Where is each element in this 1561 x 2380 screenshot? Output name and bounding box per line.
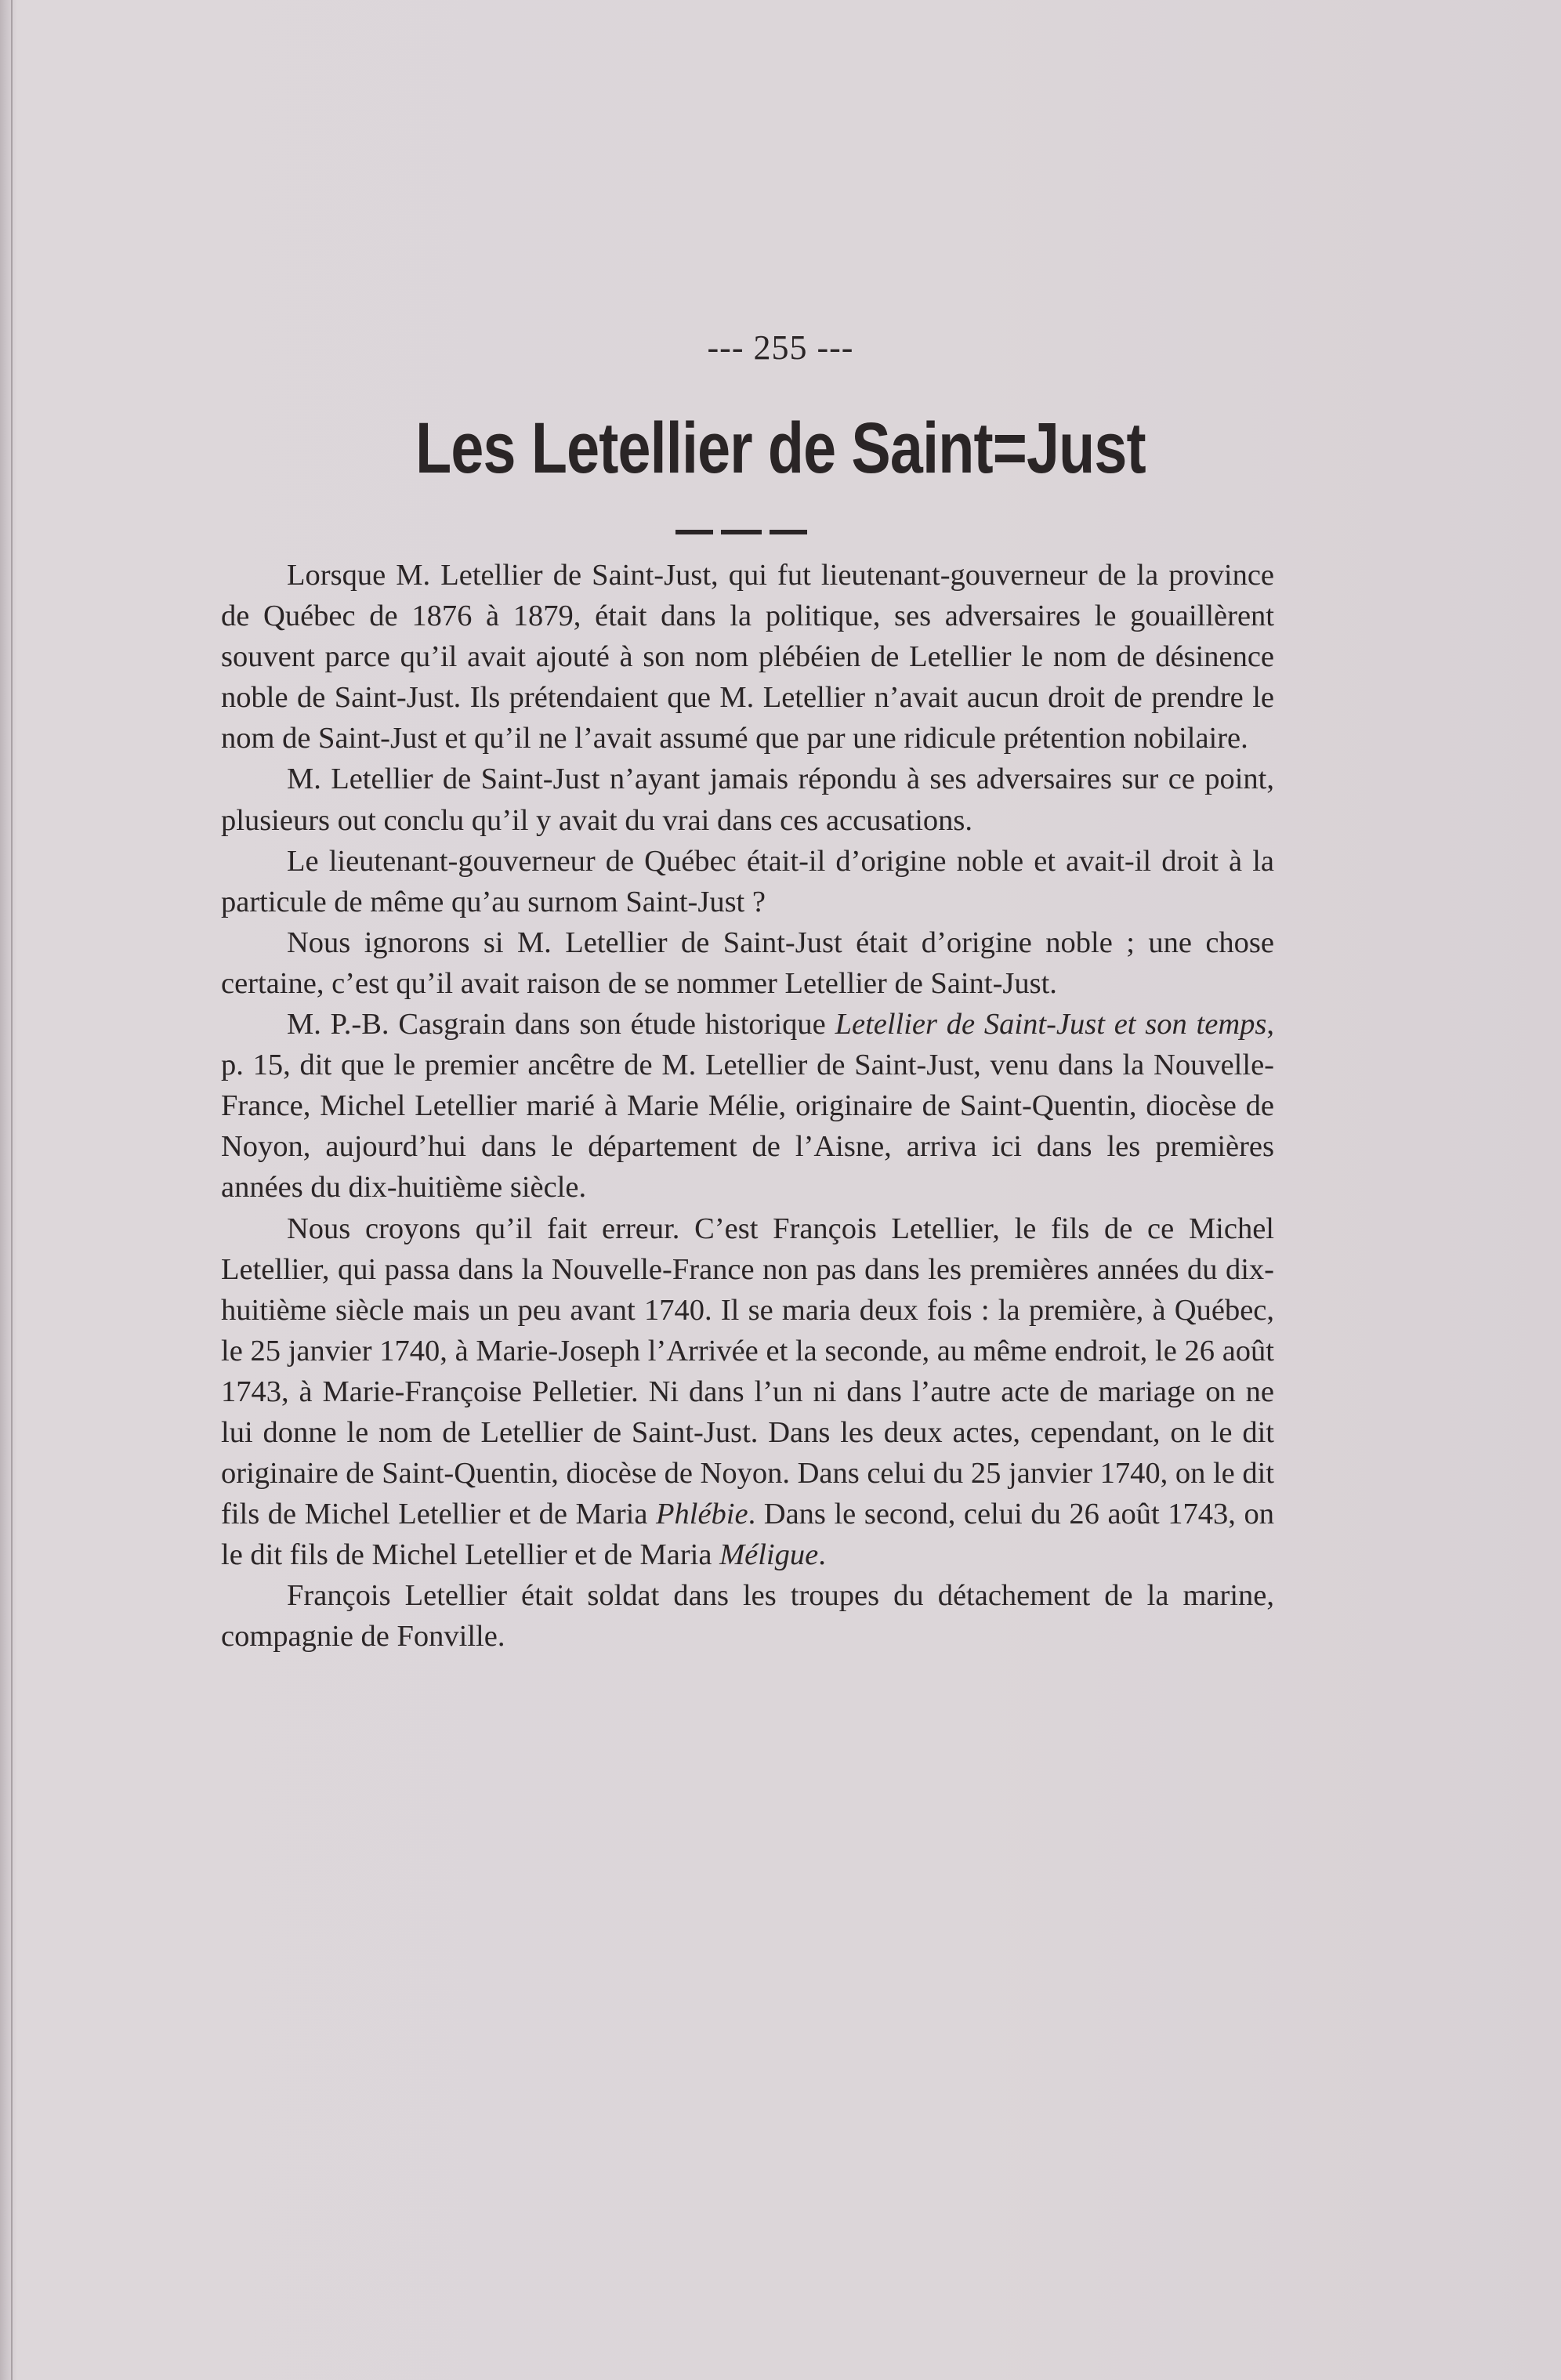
paragraph	[221, 1575, 1274, 1657]
paragraph-text: Lorsque M. Letellier de Saint-Just, qui fut lieutenant-gouverneur de la province de Québec de 1876 à 1879, était dans la politique, ses adversaires le gouaillèrent souvent parce qu’il avait ajouté à son nom plébéien de Letellier le nom de désinence noble de Saint-Just. Ils prétendaient que M. Letellier n’avait aucun droit de prendre le nom de Saint-Just et qu’il ne l’avait assumé que par une ridicule prétention nobilaire.	[221, 559, 1274, 755]
paragraph-text: Le lieutenant-gouverneur de Québec était-il d’origine noble et avait-il droit à la particule de même qu’au surnom Saint-Just ?	[221, 844, 1274, 918]
paragraph	[221, 841, 1274, 922]
paragraph	[221, 1208, 1274, 1576]
paragraph	[221, 1004, 1274, 1208]
name-italic: Méligue	[719, 1538, 819, 1572]
article-body	[221, 555, 1274, 1657]
paragraph-text: .	[818, 1538, 826, 1572]
article-title: Les Letellier de Saint=Just	[415, 408, 1146, 488]
book-title-italic: Letellier de Saint-Just et son temps	[835, 1008, 1267, 1041]
page-number: --- 255 ---	[707, 328, 854, 367]
paragraph-text: , p. 15, dit que le premier ancêtre de M. Letellier de Saint-Just, venu dans la Nouvelle-France, Michel Letellier marié à Marie Mélie, originaire de Saint-Quentin, diocèse de Noyon, aujourd’hui dans le département de l’Aisne, arriva ici dans les premières années du dix-huitième siècle.	[221, 1008, 1274, 1204]
paragraph	[221, 759, 1274, 840]
paragraph	[221, 922, 1274, 1004]
paragraph-text: Nous ignorons si M. Letellier de Saint-Just était d’origine noble ; une chose certaine, c’est qu’il avait raison de se nommer Letellier de Saint-Just.	[221, 926, 1274, 1000]
paragraph	[221, 555, 1274, 759]
paragraph-text: François Letellier était soldat dans les troupes du détachement de la marine, compagnie de Fonville.	[221, 1579, 1274, 1654]
name-italic: Phlébie	[656, 1498, 748, 1531]
paragraph-text: . Dans le second, celui du 26 août 1743, on le dit fils de Michel Letellier et de Maria	[221, 1498, 1274, 1572]
paragraph-text: M. Letellier de Saint-Just n’ayant jamais répondu à ses adversaires sur ce point, plusieurs out conclu qu’il y avait du vrai dans ces accusations.	[221, 763, 1274, 837]
paragraph-text: M. P.-B. Casgrain dans son étude historique	[287, 1008, 835, 1041]
paragraph-text: Nous croyons qu’il fait erreur. C’est François Letellier, le fils de ce Michel Letellier, qui passa dans la Nouvelle-France non pas dans les premières années du dix-huitième siècle mais un peu avant 1740. Il se maria deux fois : la première, à Québec, le 25 janvier 1740, à Marie-Joseph l’Arrivée et la seconde, au même endroit, le 26 août 1743, à Marie-Françoise Pelletier. Ni dans l’un ni dans l’autre acte de mariage on ne lui donne le nom de Letellier de Saint-Just. Dans les deux actes, cependant, on le dit originaire de Saint-Quentin, diocèse de Noyon. Dans celui du 25 janvier 1740, on le dit fils de Michel Letellier et de Maria	[221, 1212, 1274, 1531]
title-separator-rule	[675, 530, 807, 534]
